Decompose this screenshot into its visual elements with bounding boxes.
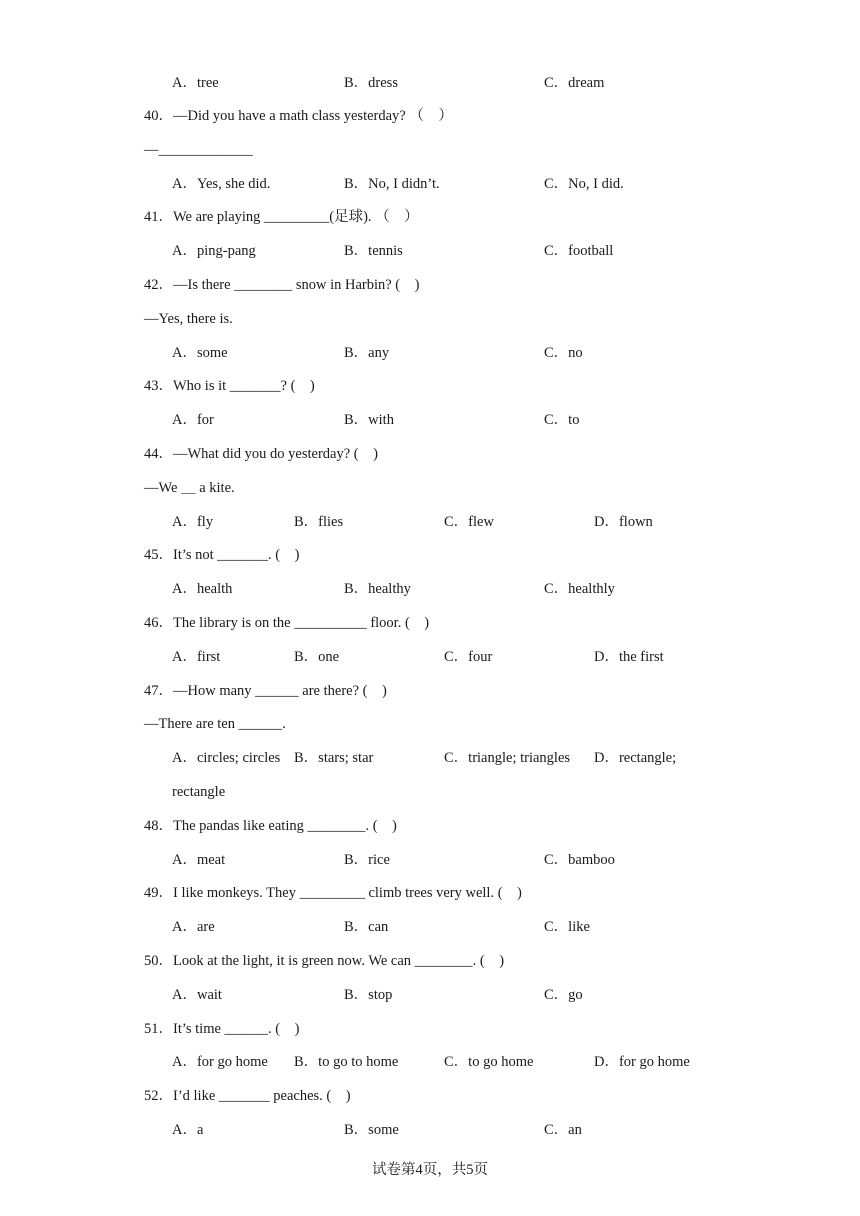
answer-option: B．one [294,649,340,665]
answer-option: B．flies [294,514,344,530]
answer-option: B．stop [344,987,393,1003]
answer-option: A．first [172,649,221,665]
answer-option: B．stars; star [294,750,374,766]
question-line: 49．I like monkeys. They _________ climb trees very well. ( ) [144,885,522,901]
question-line: 45．It’s not _______. ( ) [144,547,300,563]
answer-option: B．tennis [344,243,403,259]
answer-option: A．for go home [172,1054,268,1070]
answer-option: A．health [172,581,233,597]
question-line: 46．The library is on the __________ floor. ( ) [144,615,430,631]
answer-option: C．to go home [444,1054,534,1070]
answer-option: A．tree [172,75,219,91]
question-line: 52．I’d like _______ peaches. ( ) [144,1088,351,1104]
question-line: 47．—How many ______ are there? ( ) [144,683,387,699]
option-continuation: rectangle [172,784,226,800]
answer-option: C．bamboo [544,852,615,868]
answer-option: B．with [344,412,394,428]
answer-option: C．football [544,243,614,259]
answer-option: C．dream [544,75,605,91]
answer-option: A．for [172,412,214,428]
answer-option: B．some [344,1122,399,1138]
answer-option: C．no [544,345,583,361]
answer-option: A．fly [172,514,214,530]
answer-option: B．can [344,919,389,935]
answer-option: A．some [172,345,228,361]
answer-option: D．flown [594,514,653,530]
answer-option: A．are [172,919,215,935]
question-line: 44．—What did you do yesterday? ( ) [144,446,378,462]
page-footer: 试卷第4页，共5页 [372,1162,488,1178]
answer-option: A．meat [172,852,226,868]
answer-option: C．an [544,1122,582,1138]
question-line: —We ＿ a kite. [144,480,235,496]
question-line: 41．We are playing _________(足球). （ ） [144,209,419,225]
answer-option: B．rice [344,852,390,868]
question-line: 40．—Did you have a math class yesterday? （ ） [144,108,453,124]
answer-option: B．dress [344,75,398,91]
question-line: —Yes, there is. [144,311,233,327]
answer-option: C．flew [444,514,494,530]
answer-option: C．No, I did. [544,176,624,192]
answer-option: B．any [344,345,390,361]
question-line: 50．Look at the light, it is green now. We can ________. ( ) [144,953,505,969]
question-line: 42．—Is there ________ snow in Harbin? ( ) [144,277,420,293]
answer-option: B．to go to home [294,1054,399,1070]
question-line: 43．Who is it _______? ( ) [144,378,315,394]
answer-option: D．the first [594,649,664,665]
answer-option: A．Yes, she did. [172,176,271,192]
answer-option: A．wait [172,987,222,1003]
answer-option: C．four [444,649,493,665]
answer-option: C．to [544,412,580,428]
question-line: 51．It’s time ______. ( ) [144,1021,300,1037]
answer-option: C．like [544,919,590,935]
question-line: —_____________ [144,142,253,158]
answer-option: A．ping-pang [172,243,256,259]
answer-option: D．rectangle; [594,750,677,766]
question-line: —There are ten ______. [144,716,286,732]
answer-option: A．circles; circles [172,750,281,766]
question-line: 48．The pandas like eating ________. ( ) [144,818,397,834]
answer-option: A．a [172,1122,204,1138]
answer-option: C．healthly [544,581,615,597]
answer-option: B．No, I didn’t. [344,176,440,192]
answer-option: D．for go home [594,1054,690,1070]
answer-option: C．go [544,987,583,1003]
answer-option: C．triangle; triangles [444,750,571,766]
answer-option: B．healthy [344,581,411,597]
